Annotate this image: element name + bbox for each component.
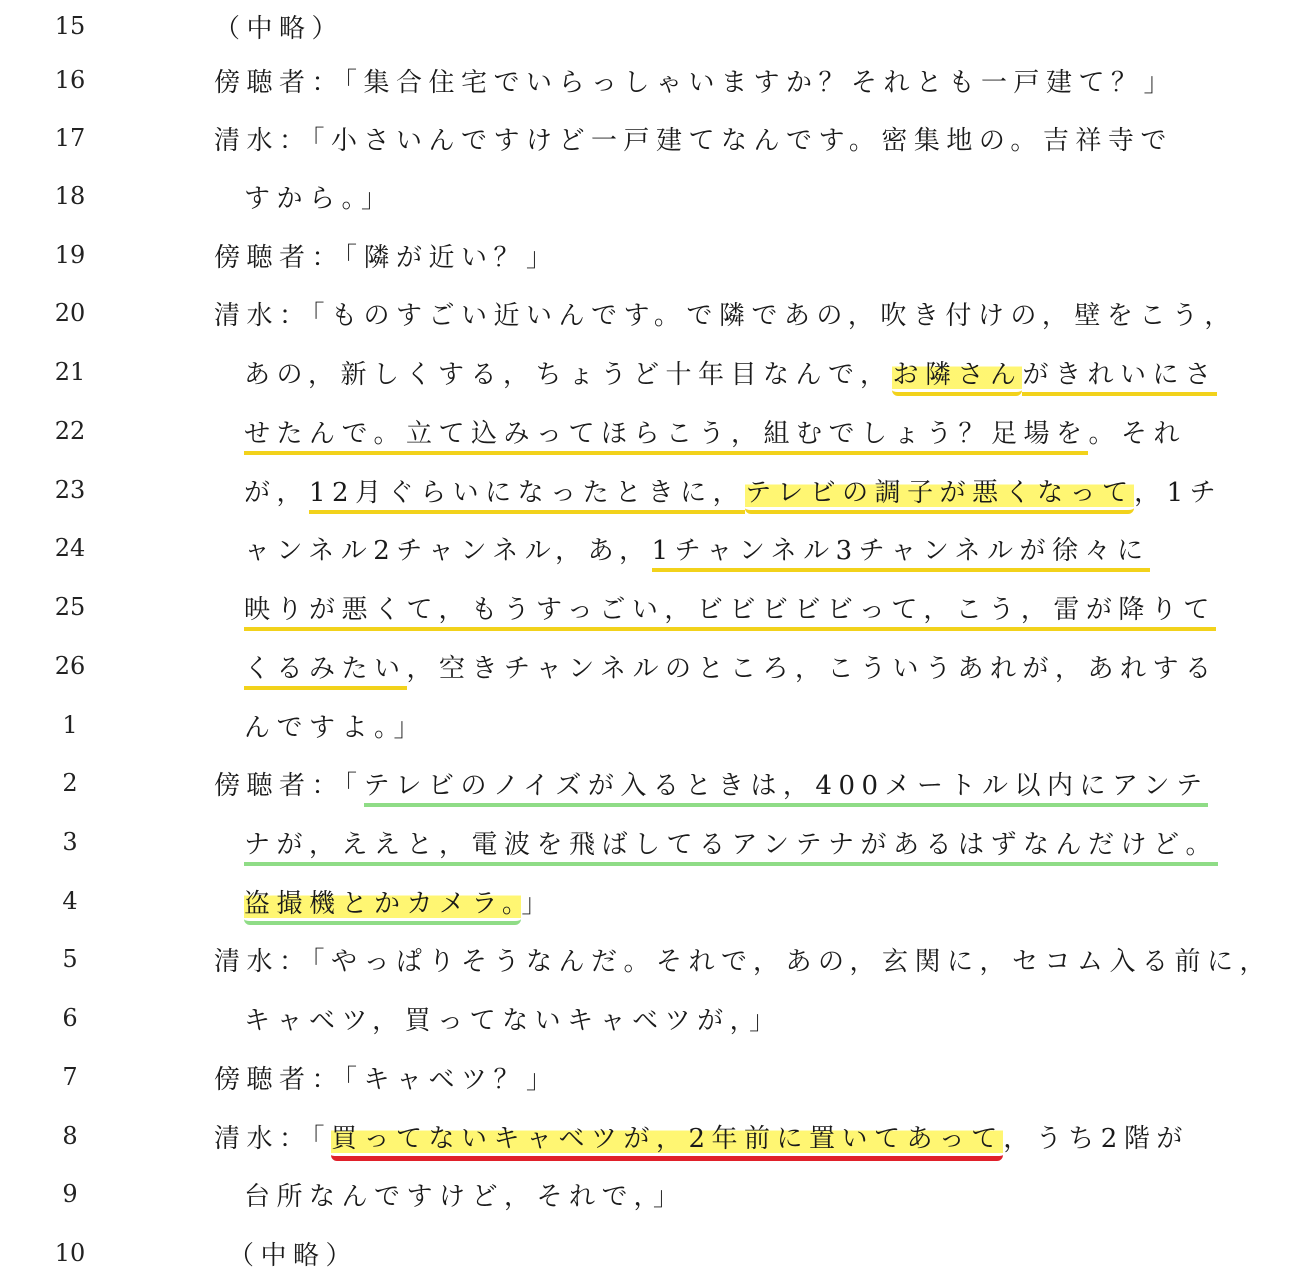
text-segment: ，空きチャンネルのところ，こういうあれが，あれする xyxy=(406,653,1218,684)
line-text xyxy=(214,941,1272,978)
line-number: 10 xyxy=(54,1239,86,1267)
line-text xyxy=(244,648,1217,685)
line-number: 19 xyxy=(54,241,86,269)
line-number: 6 xyxy=(62,1004,78,1032)
line-number: 5 xyxy=(62,945,78,973)
text-segment: 清水：「小さいんですけど一戸建てなんです。密集地の。吉祥寺で xyxy=(214,125,1173,156)
line-text xyxy=(244,589,1216,626)
transcript-line xyxy=(0,176,1300,216)
line-text xyxy=(244,472,1222,509)
transcript-line xyxy=(0,293,1300,333)
line-text xyxy=(244,530,1150,567)
line-number: 26 xyxy=(54,652,86,680)
marked-text-segment: 盗撮機とかカメラ。 xyxy=(244,889,521,925)
marked-text-segment: くるみたい xyxy=(244,654,407,690)
line-number: 9 xyxy=(62,1180,78,1208)
text-segment: 傍聴者：「集合住宅でいらっしゃいますか？それとも一戸建て？」 xyxy=(214,67,1177,98)
line-number: 3 xyxy=(62,828,78,856)
line-text xyxy=(214,62,1176,99)
transcript-line xyxy=(0,411,1300,451)
line-text xyxy=(244,883,554,920)
text-segment: すから。」 xyxy=(244,183,394,214)
transcript-line xyxy=(0,881,1300,921)
transcript-line xyxy=(0,763,1300,803)
line-text xyxy=(244,1000,782,1037)
line-text xyxy=(244,824,1218,861)
line-text xyxy=(214,1059,559,1096)
transcript-line xyxy=(0,470,1300,510)
line-number: 20 xyxy=(54,299,86,327)
line-text xyxy=(214,765,1208,802)
line-text xyxy=(228,1235,358,1272)
text-segment: 清水：「ものすごい近いんです。で隣であの，吹き付けの，壁をこう， xyxy=(214,300,1237,331)
text-segment: んですよ。」 xyxy=(244,712,427,743)
text-segment: 」 xyxy=(521,888,554,919)
marked-text-segment: せたんで。立て込みってほらこう，組むでしょう？足場を xyxy=(244,419,1088,455)
text-segment: 傍聴者：「 xyxy=(214,770,364,801)
line-text xyxy=(214,120,1173,157)
line-text xyxy=(244,707,426,744)
text-segment: 清水：「 xyxy=(214,1123,332,1154)
text-segment: ャンネル2チャンネル，あ， xyxy=(244,535,652,566)
text-segment: あの，新しくする，ちょうど十年目なんで， xyxy=(244,359,893,390)
transcript-line xyxy=(0,587,1300,627)
transcript-line xyxy=(0,352,1300,392)
transcript-line xyxy=(0,6,1300,46)
transcript-line xyxy=(0,60,1300,100)
line-text xyxy=(244,178,394,215)
transcript-line xyxy=(0,528,1300,568)
marked-text-segment: 映りが悪くて，もうすっごい，ビビビビビって，こう，雷が降りて xyxy=(244,595,1216,631)
text-segment: 台所なんですけど，それで，」 xyxy=(244,1181,686,1212)
line-text xyxy=(214,237,559,274)
text-segment: ，うち2階が xyxy=(1003,1123,1189,1154)
line-text xyxy=(214,8,344,45)
marked-text-segment: ナが，ええと，電波を飛ばしてるアンテナがあるはずなんだけど。 xyxy=(244,830,1218,866)
line-number: 24 xyxy=(54,534,86,562)
line-number: 18 xyxy=(54,182,86,210)
marked-text-segment: テレビのノイズが入るときは，400メートル以内にアンテ xyxy=(364,771,1209,807)
transcript-line xyxy=(0,235,1300,275)
line-number: 1 xyxy=(62,711,78,739)
line-text xyxy=(244,413,1186,450)
line-number: 23 xyxy=(54,476,86,504)
marked-text-segment: がきれいにさ xyxy=(1022,360,1217,396)
transcript-line xyxy=(0,118,1300,158)
line-number: 21 xyxy=(54,358,86,386)
line-number: 16 xyxy=(54,66,86,94)
text-segment: （中略） xyxy=(228,1240,359,1271)
text-segment: 傍聴者：「キャベツ？」 xyxy=(214,1064,559,1095)
transcript-line xyxy=(0,822,1300,862)
line-text xyxy=(214,295,1237,332)
text-segment: 。それ xyxy=(1088,418,1186,449)
marked-text-segment: 1チャンネル3チャンネルが徐々に xyxy=(652,536,1150,572)
transcript-line xyxy=(0,646,1300,686)
transcript-line xyxy=(0,705,1300,745)
transcript-line xyxy=(0,1116,1300,1156)
line-number: 2 xyxy=(62,769,78,797)
line-number: 15 xyxy=(54,12,86,40)
text-segment: 清水：「やっぱりそうなんだ。それで，あの，玄関に，セコム入る前に， xyxy=(214,946,1272,977)
transcript-line xyxy=(0,1057,1300,1097)
marked-text-segment: 買ってないキャベツが，2年前に置いてあって xyxy=(331,1124,1003,1161)
marked-text-segment: 12月ぐらいになったときに， xyxy=(309,478,745,514)
line-number: 7 xyxy=(62,1063,78,1091)
text-segment: が， xyxy=(244,477,310,508)
line-text xyxy=(244,354,1217,391)
text-segment: 傍聴者：「隣が近い？」 xyxy=(214,242,559,273)
line-number: 4 xyxy=(62,887,78,915)
marked-text-segment: お隣さん xyxy=(892,360,1022,396)
line-text xyxy=(244,1176,685,1213)
text-segment: （中略） xyxy=(214,13,345,44)
line-number: 25 xyxy=(54,593,86,621)
line-number: 22 xyxy=(54,417,86,445)
transcript-line xyxy=(0,939,1300,979)
transcript-line xyxy=(0,998,1300,1038)
text-segment: ，1チ xyxy=(1134,477,1223,508)
text-segment: キャベツ，買ってないキャベツが，」 xyxy=(244,1005,782,1036)
transcript-line xyxy=(0,1174,1300,1214)
marked-text-segment: テレビの調子が悪くなって xyxy=(745,478,1134,514)
transcript-line xyxy=(0,1233,1300,1273)
line-number: 17 xyxy=(54,124,86,152)
line-number: 8 xyxy=(62,1122,78,1150)
line-text xyxy=(214,1118,1189,1155)
